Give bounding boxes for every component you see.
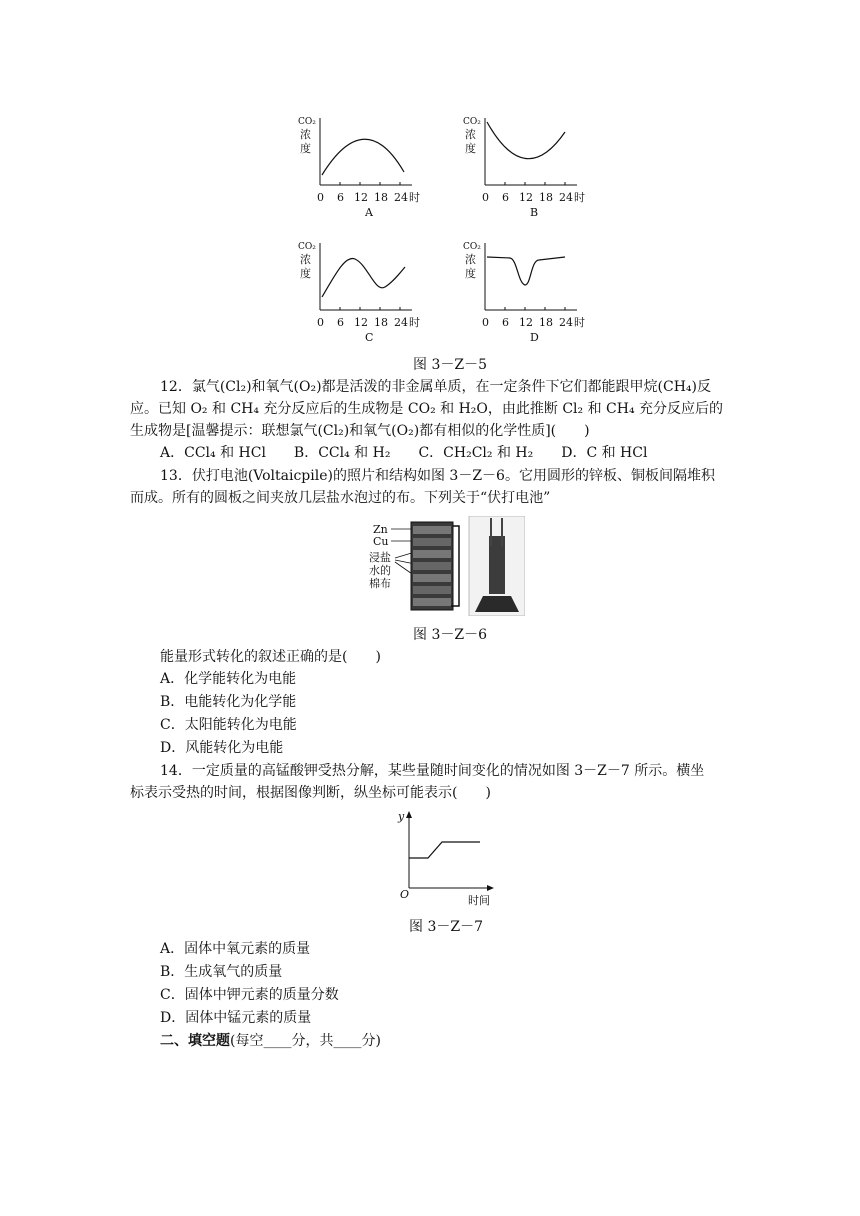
tick: 18 (374, 316, 388, 329)
zn-label: Zn (373, 523, 388, 536)
section-2-title: 二、填空题 (160, 1033, 230, 1049)
tick: 18 (539, 191, 553, 204)
q12-line2: 应。已知 O₂ 和 CH₄ 充分反应后的生成物是 CO₂ 和 H₂O，由此推断 Cl₂ 和 CH₄ 充分反应后的 (130, 401, 724, 417)
tick: 18 (539, 316, 553, 329)
panel-a-ylabel-3: 度 (300, 142, 311, 155)
cloth-label-1: 浸盐 (369, 551, 391, 564)
q14-option-c: C．固体中钾元素的质量分数 (160, 987, 339, 1003)
tick: 6 (337, 191, 344, 204)
x-axis-label: 时间 (468, 894, 490, 907)
panel-d-label: D (530, 331, 539, 344)
tick: 6 (502, 191, 509, 204)
panel-a (298, 117, 420, 219)
y-axis-label: y (398, 810, 405, 823)
tick: 24 (394, 316, 408, 329)
q13-option-a: A．化学能转化为电能 (160, 671, 297, 687)
panel-d (463, 242, 585, 344)
q14-option-d: D．固体中锰元素的质量 (160, 1010, 312, 1026)
figure-6-caption: 图 3－Z－6 (413, 627, 487, 643)
panel-d-ylabel-3: 度 (465, 267, 476, 280)
tick: 24 (559, 191, 573, 204)
q12-options: A．CCl₄ 和 HCl B．CCl₄ 和 H₂ C．CH₂Cl₂ 和 H₂ D．C 和 HCl (160, 445, 648, 461)
panel-a-ylabel-1: CO₂ (298, 117, 316, 127)
panel-c-label: C (365, 331, 374, 344)
plot-line (409, 842, 480, 858)
panel-b-ylabel-2: 浓 (465, 128, 476, 141)
panel-c (298, 242, 420, 344)
section-2-heading (160, 1030, 381, 1052)
panel-d-ylabel-1: CO₂ (463, 242, 481, 252)
figure-3-z-6 (365, 516, 525, 616)
voltaic-pile-diagram (411, 522, 459, 610)
figure-7-caption: 图 3－Z－7 (409, 919, 483, 935)
figure-3-z-5 (290, 110, 610, 345)
q14-line1: 14．一定质量的高锰酸钾受热分解，某些量随时间变化的情况如图 3－Z－7 所示。横坐 (160, 763, 705, 779)
q14-line2: 标表示受热的时间，根据图像判断，纵坐标可能表示( ) (130, 785, 491, 801)
origin-label: O (400, 888, 410, 901)
section-2-note: (每空____分，共____分) (230, 1033, 381, 1049)
tick: 24 (559, 316, 573, 329)
panel-b (463, 117, 585, 219)
panel-b-ylabel-3: 度 (465, 142, 476, 155)
tick: 时 (574, 316, 585, 329)
q13-option-b: B．电能转化为化学能 (160, 694, 297, 710)
q12-line3: 生成物是[温馨提示：联想氯气(Cl₂)和氧气(O₂)都有相似的化学性质]( ) (130, 423, 590, 439)
panel-c-ylabel-1: CO₂ (298, 242, 316, 252)
cloth-label-3: 棉布 (369, 577, 391, 590)
q13-option-d: D．风能转化为电能 (160, 740, 284, 756)
panel-a-label: A (365, 206, 373, 219)
q13-option-c: C．太阳能转化为电能 (160, 717, 297, 733)
tick: 6 (337, 316, 344, 329)
cu-label: Cu (373, 535, 389, 548)
tick: 0 (317, 316, 324, 329)
panel-d-ylabel-2: 浓 (465, 253, 476, 266)
tick: 18 (374, 191, 388, 204)
panel-b-ylabel-1: CO₂ (463, 117, 481, 127)
tick: 12 (519, 191, 533, 204)
voltaic-pile-photo (469, 516, 525, 616)
tick: 6 (502, 316, 509, 329)
tick: 0 (317, 191, 324, 204)
figure-5-caption: 图 3－Z－5 (413, 357, 487, 373)
tick: 0 (482, 191, 489, 204)
cloth-label-2: 水的 (369, 564, 391, 577)
panel-c-ylabel-3: 度 (300, 267, 311, 280)
q13-line2: 而成。所有的圆板之间夹放几层盐水泡过的布。下列关于“伏打电池” (130, 490, 551, 506)
panel-c-ylabel-2: 浓 (300, 253, 311, 266)
tick: 时 (409, 191, 420, 204)
q12-line1: 12．氯气(Cl₂)和氧气(O₂)都是活泼的非金属单质，在一定条件下它们都能跟甲烷(CH₄)反 (160, 379, 712, 395)
panel-b-label: B (530, 206, 539, 219)
q14-option-b: B．生成氧气的质量 (160, 964, 283, 980)
tick: 时 (409, 316, 420, 329)
q13-line3: 能量形式转化的叙述正确的是( ) (160, 649, 381, 665)
figure-3-z-7 (390, 808, 500, 908)
tick: 12 (519, 316, 533, 329)
q14-option-a: A．固体中氧元素的质量 (160, 941, 311, 957)
q13-line1: 13．伏打电池(Voltaicpile)的照片和结构如图 3－Z－6。它用圆形的锌板、铜板间隔堆积 (160, 468, 715, 484)
panel-a-ylabel-2: 浓 (300, 128, 311, 141)
tick: 时 (574, 191, 585, 204)
tick: 12 (354, 191, 368, 204)
tick: 12 (354, 316, 368, 329)
tick: 24 (394, 191, 408, 204)
tick: 0 (482, 316, 489, 329)
